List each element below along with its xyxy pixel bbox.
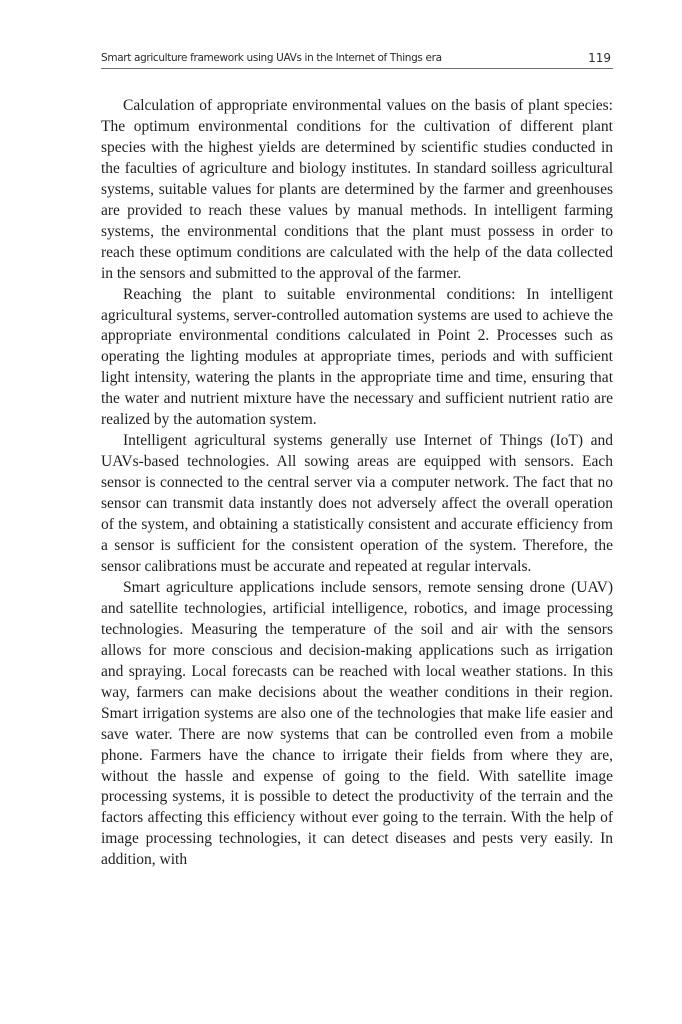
running-header xyxy=(101,50,613,69)
paragraph-iot-uav-systems: Intelligent agricultural systems generally use Internet of Things (IoT) and UAVs-based technologies. All sowing areas are equipped with sensors. Each sensor is connected to the central server via a computer network. The fact that no sensor can transmit data instantly does not adversely affect the overall operation of the system, and obtaining a statistically consistent and accurate efficiency from a sensor is sufficient for the consistent operation of the system. Therefore, the sensor calibrations must be accurate and repeated at regular intervals. xyxy=(101,432,613,575)
body-text xyxy=(101,96,613,871)
paragraph-environmental-values: Calculation of appropriate environmental values on the basis of plant species: The optimum environmental conditions for the cultivation of different plant species with the highest yields are determined by scientific studies conducted in the faculties of agriculture and biology institutes. In standard soilless agricultural systems, suitable values for plants are determined by the farmer and greenhouses are provided to reach these values by manual methods. In intelligent farming systems, the environmental conditions that the plant must possess in order to reach these optimum conditions are calculated with the help of the data collected in the sensors and submitted to the approval of the farmer. xyxy=(101,97,613,282)
running-title: Smart agriculture framework using UAVs in the Internet of Things era xyxy=(101,52,442,64)
paragraph-smart-applications: Smart agriculture applications include sensors, remote sensing drone (UAV) and satellite technologies, artificial intelligence, robotics, and image processing technologies. Measuring the temperature of the soil and air with the sensors allows for more conscious and decision-making applications such as irrigation and spraying. Local forecasts can be reached with local weather stations. In this way, farmers can make decisions about the weather conditions in their region. Smart irrigation systems are also one of the technologies that make life easier and save water. There are now systems that can be controlled even from a mobile phone. Farmers have the chance to irrigate their fields from where they are, without the hassle and expense of going to the field. With satellite image processing systems, it is possible to detect the productivity of the terrain and the factors affecting this efficiency without ever going to the terrain. With the help of image processing technologies, it can detect diseases and pests very easily. In addition, with xyxy=(101,578,613,869)
page-number: 119 xyxy=(588,51,611,65)
paragraph-reaching-conditions: Reaching the plant to suitable environmental conditions: In intelligent agricultural systems, server-controlled automation systems are used to achieve the appropriate environmental conditions calculated in Point 2. Processes such as operating the lighting modules at appropriate times, periods and with sufficient light intensity, watering the plants in the appropriate time and time, ensuring that the water and nutrient mixture have the necessary and sufficient nutrient ratio are realized by the automation system. xyxy=(101,285,613,429)
